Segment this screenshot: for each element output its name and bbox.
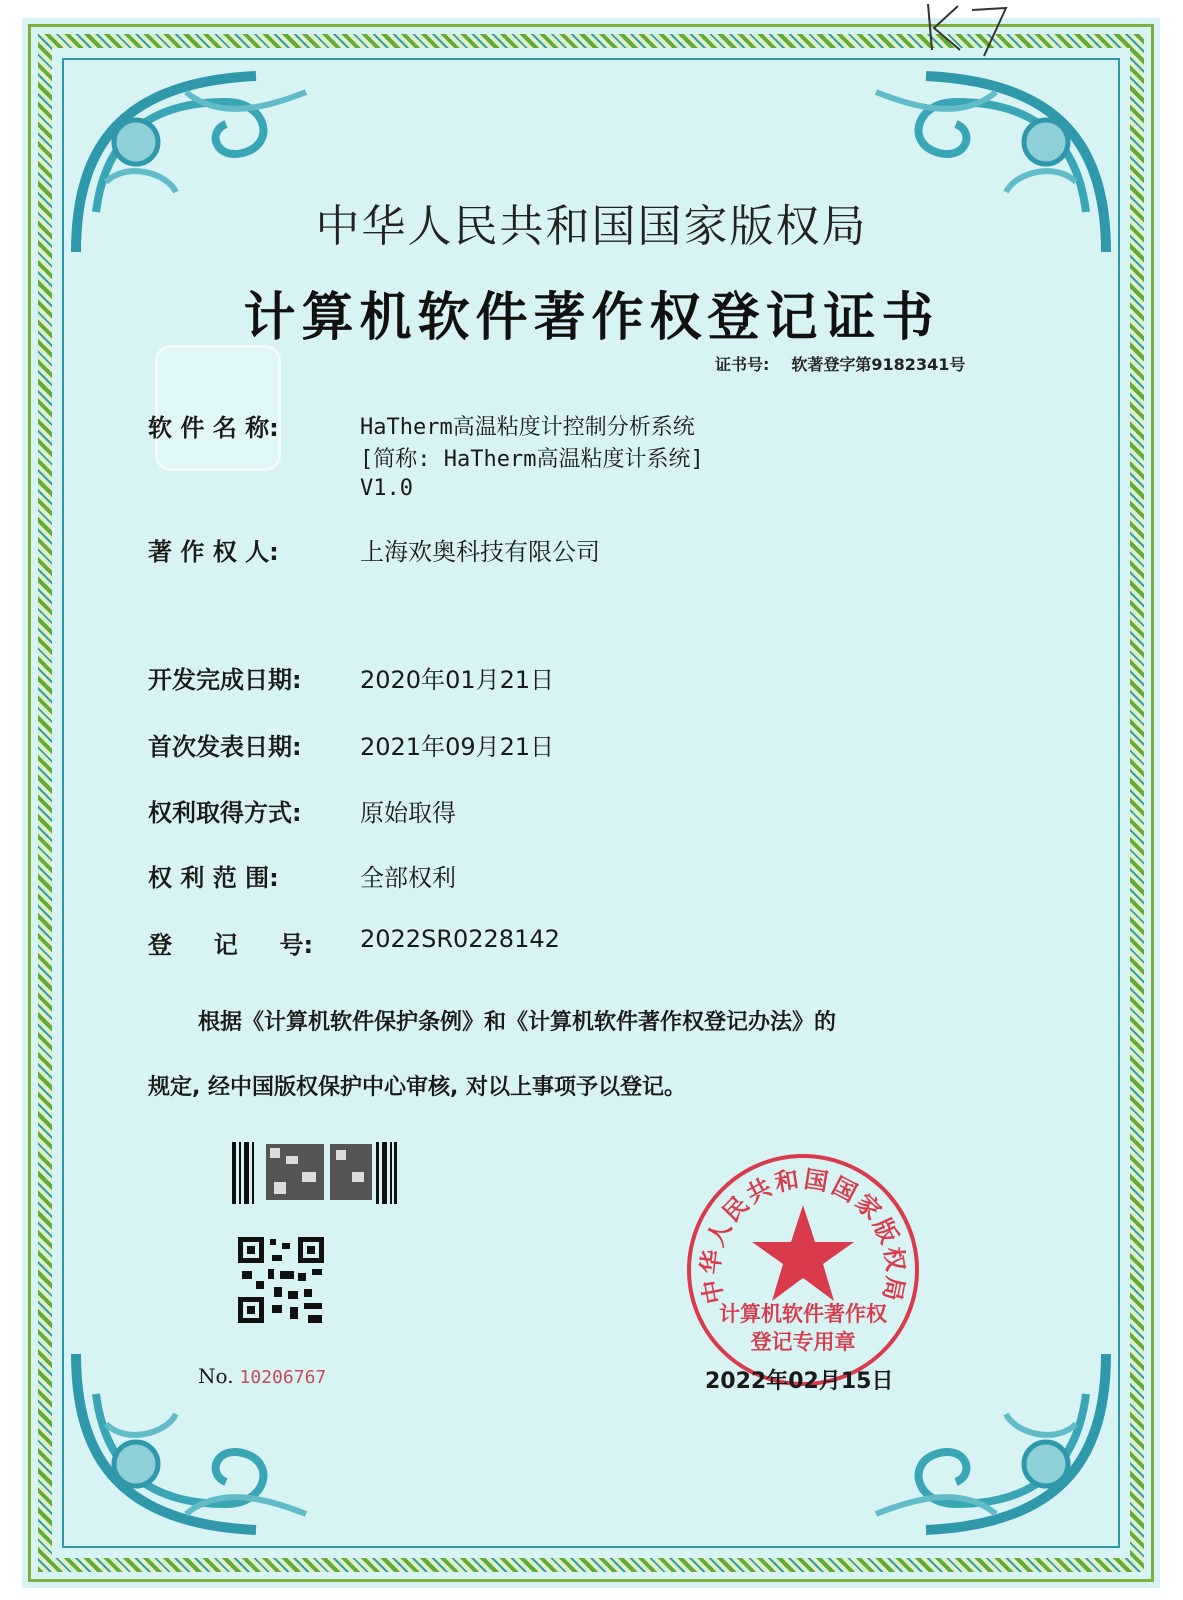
- seal-outer-text: 中华人民共和国国家版权局: [696, 1164, 910, 1307]
- star-icon: [752, 1205, 854, 1301]
- software-name-label: 软 件 名 称:: [148, 414, 279, 442]
- rights-scope-value: 全部权利: [360, 864, 456, 892]
- registration-no-value: 2022SR0228142: [360, 925, 560, 953]
- software-name-line-1: HaTherm高温粘度计控制分析系统: [360, 415, 695, 440]
- software-version: V1.0: [360, 476, 413, 501]
- seal-inner-line-1: 计算机软件著作权: [719, 1302, 887, 1326]
- certificate-number-label: 证书号:: [715, 355, 770, 374]
- statement-line-2: 规定, 经中国版权保护中心审核, 对以上事项予以登记。: [148, 1075, 687, 1100]
- rights-scope-label: 权 利 范 围:: [148, 864, 279, 892]
- software-name-line-2: [简称: HaTherm高温粘度计系统]: [360, 447, 704, 472]
- statement-line-1: 根据《计算机软件保护条例》和《计算机软件著作权登记办法》的: [198, 1010, 837, 1035]
- first-publish-date-label: 首次发表日期:: [148, 733, 302, 761]
- barcode: [232, 1142, 397, 1204]
- acquisition-method-label: 权利取得方式:: [148, 799, 302, 827]
- copyright-owner-value: 上海欢奥科技有限公司: [360, 538, 600, 566]
- issue-date: 2022年02月15日: [705, 1369, 894, 1394]
- serial-number: [198, 1364, 326, 1388]
- first-publish-date-value: 2021年09月21日: [360, 733, 555, 761]
- handwritten-mark: [920, 0, 1010, 60]
- serial-prefix: No.: [198, 1364, 234, 1388]
- acquisition-method-value: 原始取得: [360, 799, 456, 827]
- certificate-number: [715, 352, 965, 375]
- seal-inner-line-2: 登记专用章: [750, 1330, 856, 1354]
- registration-no-label: 登 记 号:: [148, 931, 314, 959]
- issuer-title: 中华人民共和国国家版权局: [315, 201, 868, 252]
- dev-complete-date-label: 开发完成日期:: [148, 666, 302, 694]
- copyright-owner-label: 著 作 权 人:: [148, 538, 279, 566]
- dev-complete-date-value: 2020年01月21日: [360, 666, 555, 694]
- document-title: 计算机软件著作权登记证书: [243, 287, 940, 348]
- qr-code: [238, 1237, 324, 1323]
- certificate-number-value: 软著登字第9182341号: [791, 355, 966, 374]
- serial-value: 10206767: [239, 1367, 327, 1388]
- official-seal: [683, 1150, 923, 1390]
